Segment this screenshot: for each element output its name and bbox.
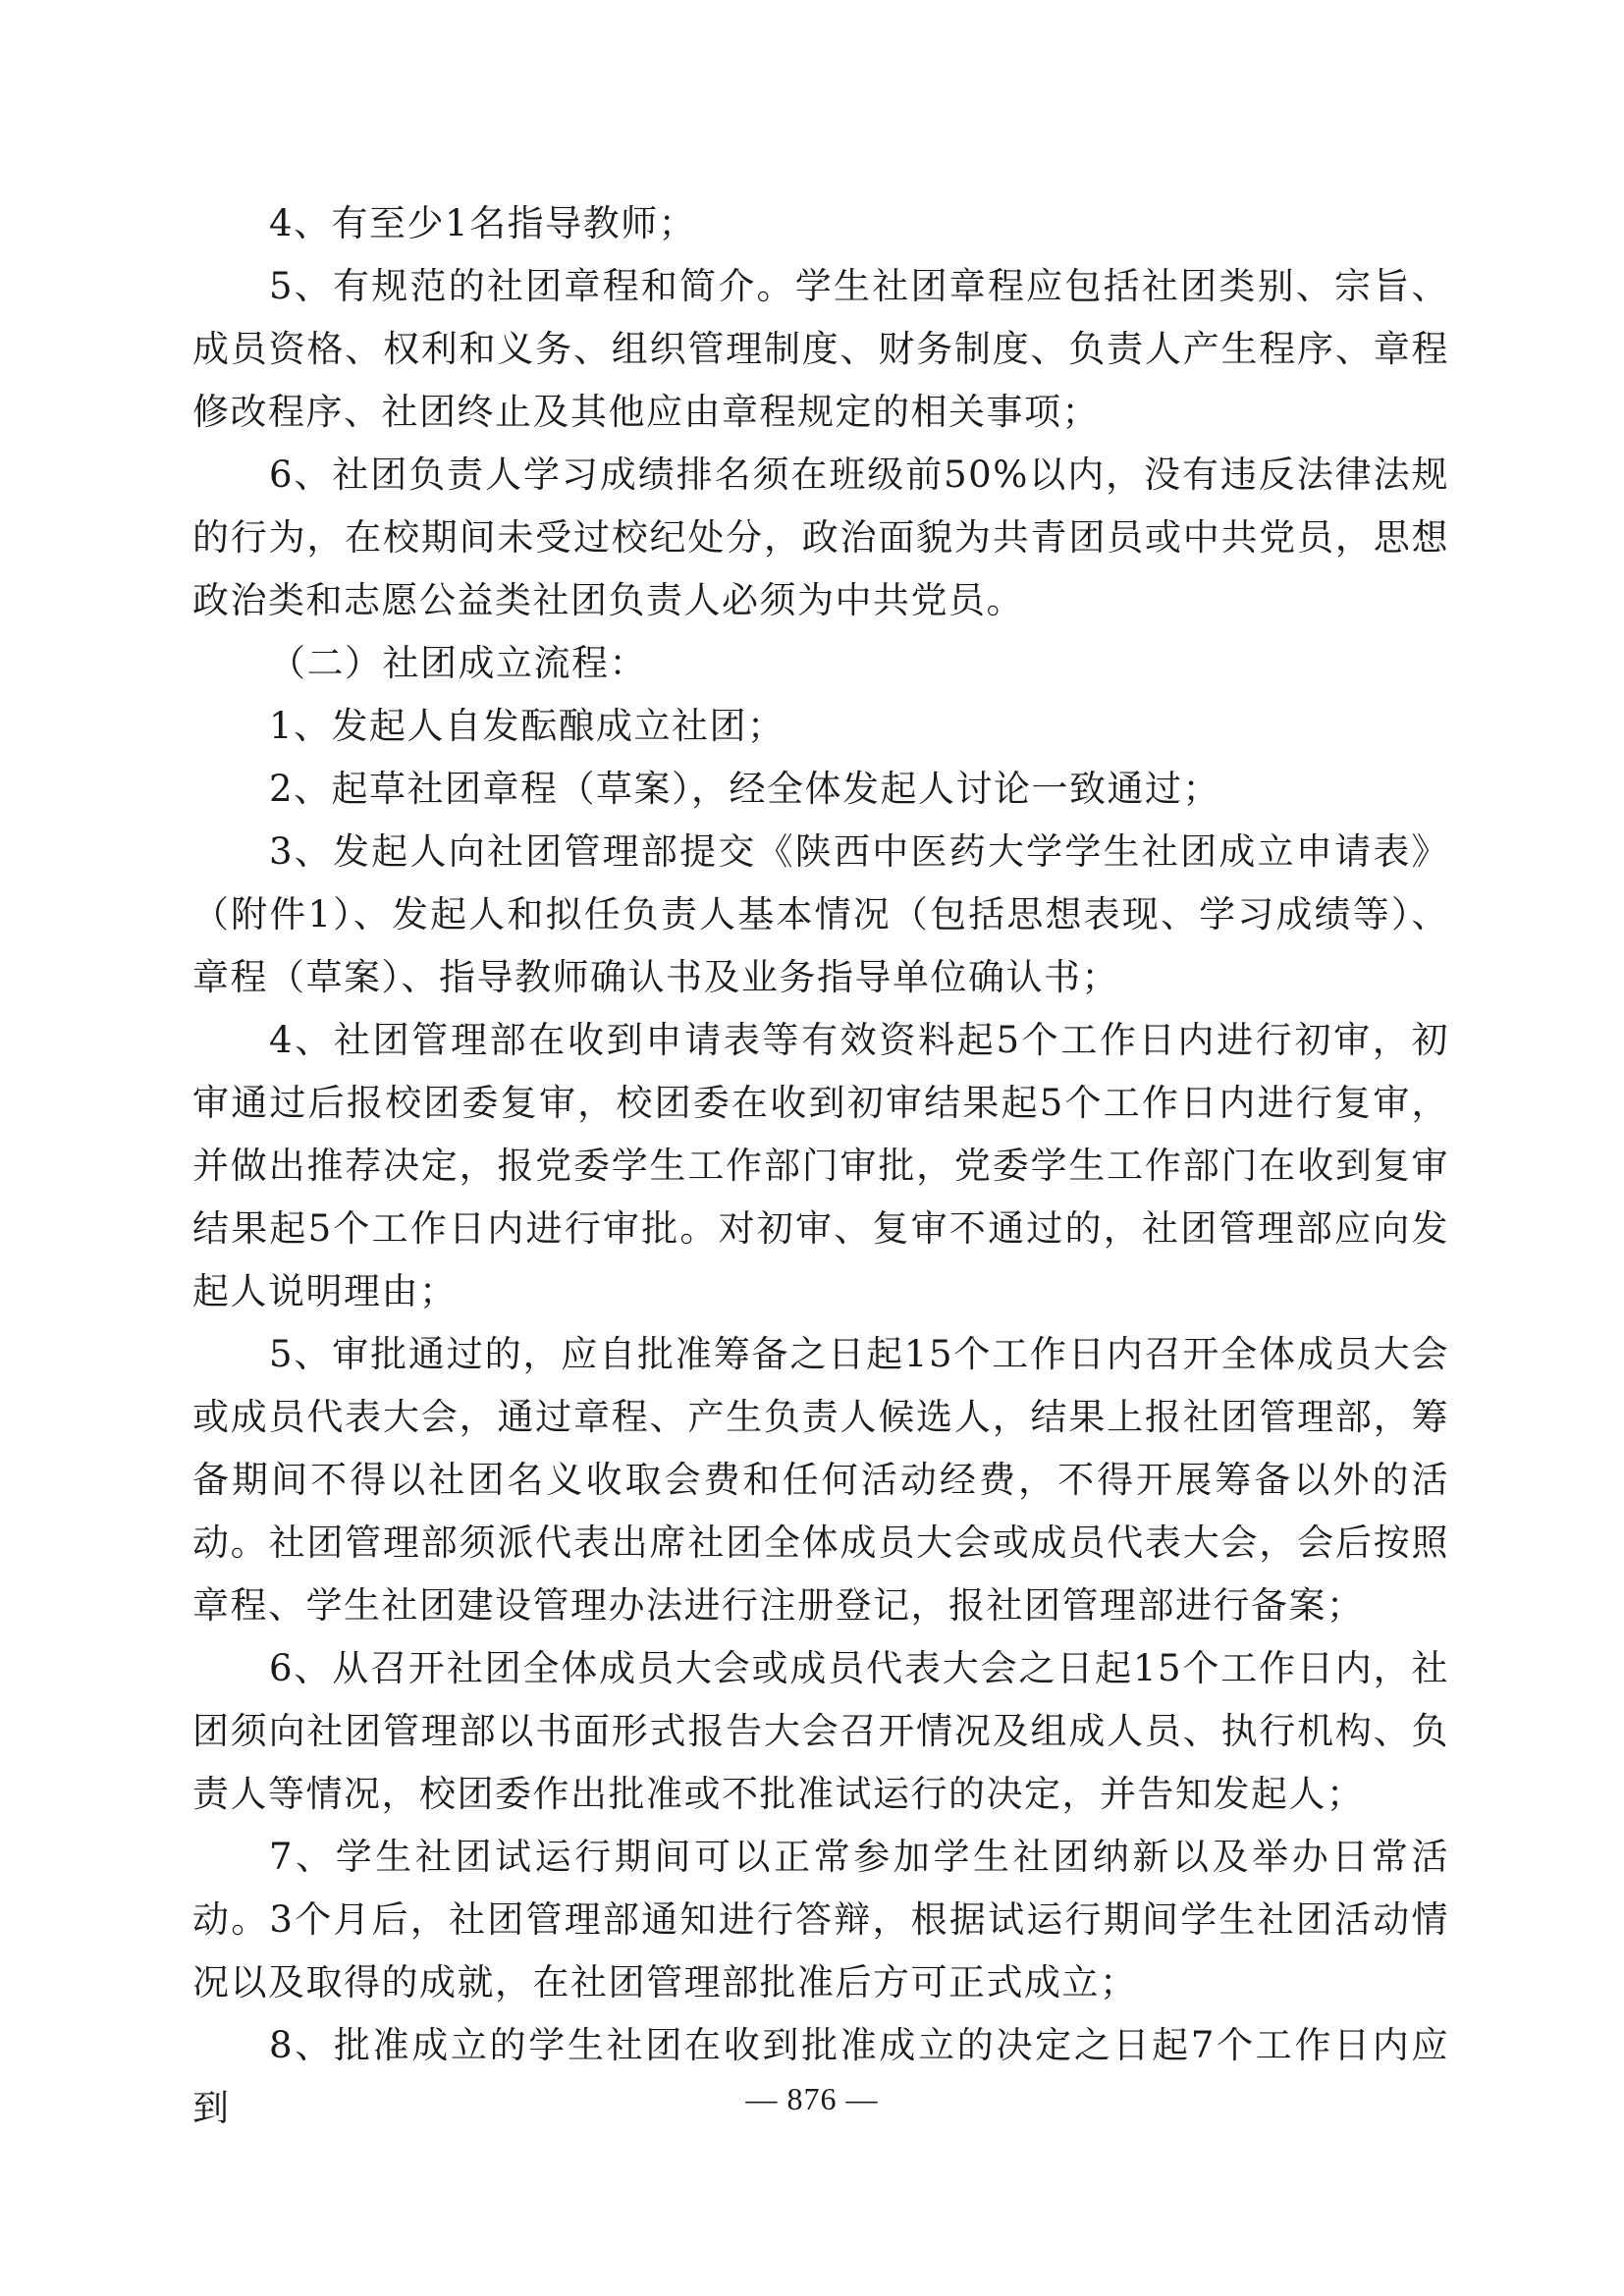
paragraph-item-4-advisor: 4、有至少1名指导教师；: [269, 202, 697, 244]
paragraph-step-5: 5、审批通过的，应自批准筹备之日起15个工作日内召开全体成员大会或成员代表大会，通过章程、产生负责人候选人，结果上报社团管理部，筹备期间不得以社团名义收取会费和任何活动经费，不得开展筹备以外的活动。社团管理部须派代表出席社团全体成员大会或成员代表大会，会后按照章程、学生社团建设管理办法进行注册登记，报社团管理部进行备案；: [192, 1333, 1449, 1627]
paragraph-step-7: 7、学生社团试运行期间可以正常参加学生社团纳新以及举办日常活动。3个月后，社团管理部通知进行答辩，根据试运行期间学生社团活动情况以及取得的成就，在社团管理部批准后方可正式成立；: [192, 1836, 1449, 2003]
paragraph-step-3: 3、发起人向社团管理部提交《陕西中医药大学学生社团成立申请表》（附件1）、发起人和拟任负责人基本情况（包括思想表现、学习成绩等）、章程（草案）、指导教师确认书及业务指导单位确认书；: [192, 830, 1449, 998]
document-body: [192, 192, 1449, 2140]
paragraph-step-1: 1、发起人自发酝酿成立社团；: [269, 705, 785, 747]
paragraph-item-5-charter: 5、有规范的社团章程和简介。学生社团章程应包括社团类别、宗旨、成员资格、权利和义务、组织管理制度、财务制度、负责人产生程序、章程修改程序、社团终止及其他应由章程规定的相关事项；: [192, 265, 1449, 433]
section-heading-establishment-process: （二）社团成立流程：: [269, 642, 647, 684]
paragraph-step-2: 2、起草社团章程（草案），经全体发起人讨论一致通过；: [269, 768, 1221, 810]
page-number: — 876 —: [745, 2081, 879, 2116]
paragraph-item-6-leader: 6、社团负责人学习成绩排名须在班级前50%以内，没有违反法律法规的行为，在校期间未受过校纪处分，政治面貌为共青团员或中共党员，思想政治类和志愿公益类社团负责人必须为中共党员。: [192, 454, 1449, 621]
paragraph-step-4: 4、社团管理部在收到申请表等有效资料起5个工作日内进行初审，初审通过后报校团委复审，校团委在收到初审结果起5个工作日内进行复审，并做出推荐决定，报党委学生工作部门审批，党委学生工作部门在收到复审结果起5个工作日内进行审批。对初审、复审不通过的，社团管理部应向发起人说明理由；: [192, 1019, 1449, 1312]
paragraph-step-8: 8、批准成立的学生社团在收到批准成立的决定之日起7个工作日内应到: [192, 2024, 1449, 2129]
paragraph-step-6: 6、从召开社团全体成员大会或成员代表大会之日起15个工作日内，社团须向社团管理部以书面形式报告大会召开情况及组成人员、执行机构、负责人等情况，校团委作出批准或不批准试运行的决定，并告知发起人；: [192, 1647, 1449, 1815]
